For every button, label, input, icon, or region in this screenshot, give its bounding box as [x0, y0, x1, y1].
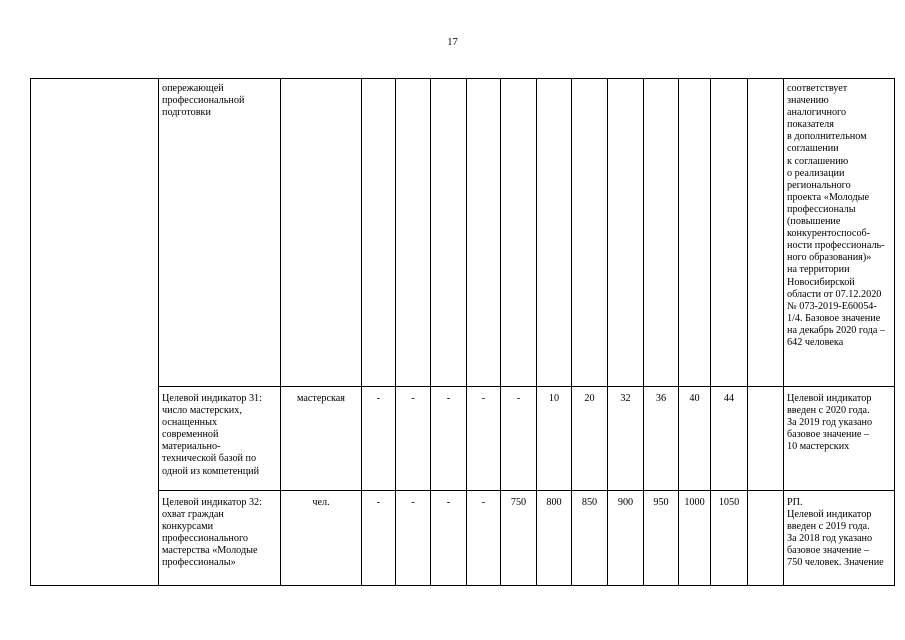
value-cell: -	[396, 387, 431, 491]
unit-cell: мастерская	[281, 387, 362, 491]
value-cell: -	[396, 491, 431, 586]
note-cell: соответствует значению аналогичного показателя в дополнительном соглашении к соглашению о реализации регионального проекта «Молодые профессионалы (повышение конкурентоспособ- ности профессиональ- ного образования)» на территории Новосибирской области от 07.12.2020 № 073-2019-Е60054- 1/4. Базовое значение на декабрь 2020 года – 642 человека	[784, 79, 895, 387]
value-cell	[748, 79, 784, 387]
value-cell: -	[362, 491, 396, 586]
value-cell: -	[467, 387, 501, 491]
page-number: 17	[447, 37, 458, 48]
indicator-name-cell: Целевой индикатор 32: охват граждан конкурсами профессионального мастерства «Молодые профессионалы»	[159, 491, 281, 586]
indicator-name-cell: Целевой индикатор 31: число мастерских, оснащенных современной материально- технической базой по одной из компетенций	[159, 387, 281, 491]
value-cell	[362, 79, 396, 387]
note-cell: РП. Целевой индикатор введен с 2019 года. За 2018 год указано базовое значение – 750 человек. Значение	[784, 491, 895, 586]
value-cell: 750	[501, 491, 537, 586]
unit-cell: чел.	[281, 491, 362, 586]
note-cell: Целевой индикатор введен с 2020 года. За 2019 год указано базовое значение – 10 мастерских	[784, 387, 895, 491]
value-cell	[431, 79, 467, 387]
unit-cell	[281, 79, 362, 387]
value-cell: 900	[608, 491, 644, 586]
value-cell: -	[467, 491, 501, 586]
indicator-name-cell: опережающей профессиональной подготовки	[159, 79, 281, 387]
value-cell	[711, 79, 748, 387]
value-cell: -	[362, 387, 396, 491]
value-cell: 1000	[679, 491, 711, 586]
value-cell	[644, 79, 679, 387]
value-cell	[608, 79, 644, 387]
value-cell: 1050	[711, 491, 748, 586]
value-cell: -	[501, 387, 537, 491]
value-cell: 10	[537, 387, 572, 491]
value-cell	[748, 387, 784, 491]
value-cell: -	[431, 491, 467, 586]
value-cell: 32	[608, 387, 644, 491]
value-cell	[572, 79, 608, 387]
table-row	[31, 491, 895, 586]
value-cell: 40	[679, 387, 711, 491]
value-cell: 850	[572, 491, 608, 586]
value-cell	[467, 79, 501, 387]
value-cell: 44	[711, 387, 748, 491]
value-cell	[396, 79, 431, 387]
value-cell: 800	[537, 491, 572, 586]
value-cell	[537, 79, 572, 387]
blank-first-column-cell	[31, 79, 159, 586]
value-cell: 36	[644, 387, 679, 491]
table-row	[31, 387, 895, 491]
value-cell: 20	[572, 387, 608, 491]
indicators-table	[30, 78, 895, 586]
value-cell: -	[431, 387, 467, 491]
value-cell	[679, 79, 711, 387]
value-cell	[748, 491, 784, 586]
value-cell: 950	[644, 491, 679, 586]
value-cell	[501, 79, 537, 387]
table-row	[31, 79, 895, 387]
